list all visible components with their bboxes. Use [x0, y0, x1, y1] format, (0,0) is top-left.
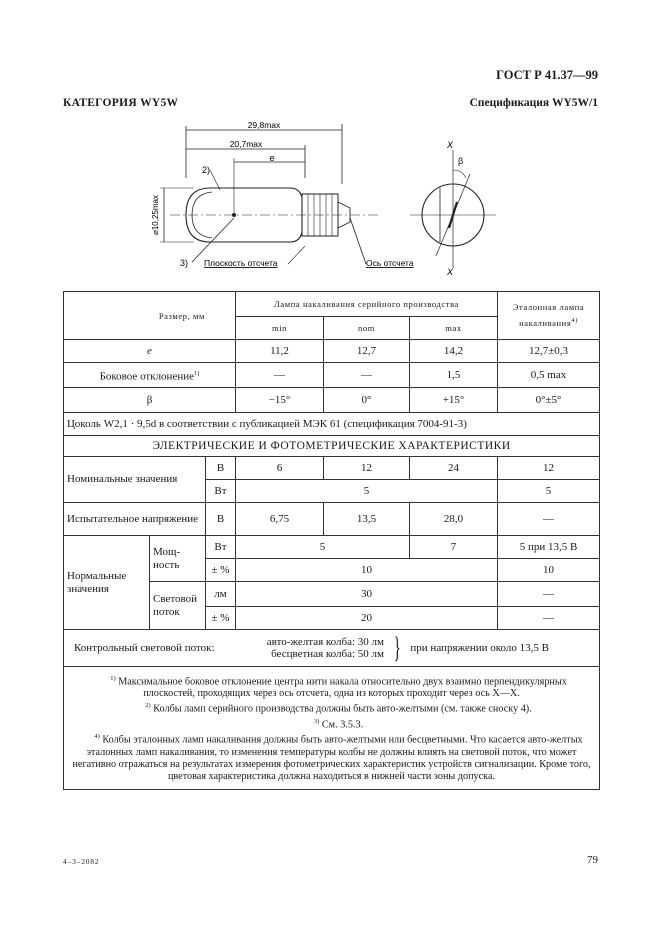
nominal-label: Номинальные значения: [64, 457, 206, 503]
table-row: [64, 340, 600, 363]
nominal-volt-ref: 12: [498, 457, 600, 480]
reference-axis-label: Ось отсчета: [366, 258, 414, 268]
test-voltage-label: Испытательное напряжение: [64, 503, 206, 536]
footnotes: [64, 667, 600, 790]
label-2: 2): [202, 165, 211, 175]
specification-title: Спецификация WY5W/1: [469, 97, 598, 109]
serial-lamp-header: Лампа накаливания серийного производства: [236, 292, 498, 317]
footnote-1: $^{1)}$ Максимальное боковое отклонение центра нити накала относительно двух взаимно перпендикулярных плоскостей, проходящих через ось отсчета, одна из которых проходит через ось X—X.: [110, 675, 567, 700]
power-label: Мощ-ность: [150, 536, 206, 582]
page-number: 79: [587, 854, 598, 866]
specification-table: [63, 291, 600, 790]
flux-label: Световой поток: [150, 582, 206, 630]
nominal-volt-24: 24: [410, 457, 498, 480]
power-tolerance: 10: [236, 559, 498, 582]
flux-value: 30: [236, 582, 498, 607]
power-ref: 5 при 13,5 В: [498, 536, 600, 559]
control-flux-clear: бесцветная колба: 50 лм: [271, 648, 384, 660]
brace-icon: }: [393, 631, 401, 664]
reference-lamp-header: Эталонная лампа накаливания$^{4)}$: [498, 292, 600, 340]
nominal-watt-unit: Вт: [206, 480, 236, 503]
reference-plane-label: Плоскость отсчета: [204, 258, 278, 268]
control-flux-cell: [64, 630, 600, 667]
cell-min: −15°: [236, 388, 324, 413]
power-value-b: 7: [410, 536, 498, 559]
test-voltage-12: 13,5: [324, 503, 410, 536]
footnote-4: $^{4)}$ Колбы эталонных ламп накаливания должны быть авто-желтыми или бесцветными. Что касается авто-желтых эталонных ламп накаливания, то изменения температуры колбы не должны влиять на световой поток, что может негативно отражаться на результатах измерения фотометрических характеристик устройств сигнализации. Кроме того, цветовая характеристика должна находиться в нижней части зоны допуска.: [72, 733, 591, 782]
row-name: β: [146, 394, 153, 406]
test-voltage-ref: —: [498, 503, 600, 536]
cell-min: 11,2: [236, 340, 324, 363]
flux-tolerance-ref: —: [498, 607, 600, 630]
cell-ref: 0°±5°: [498, 388, 600, 413]
cell-nom: 0°: [324, 388, 410, 413]
dim-e-label: e: [269, 153, 275, 163]
row-name: e: [147, 345, 152, 357]
power-tolerance-ref: 10: [498, 559, 600, 582]
flux-tolerance: 20: [236, 607, 498, 630]
row-name: Боковое отклонение: [99, 370, 194, 383]
nominal-watt-value: 5: [236, 480, 498, 503]
dim-diameter-label: ⌀10,25max: [151, 195, 160, 235]
base-note: Цоколь W2,1 · 9,5d в соответствии с публикацией МЭК 61 (спецификация 7004-91-3): [64, 413, 600, 436]
axis-x-bottom: X: [446, 267, 454, 277]
dim-total-label: 29,8max: [247, 120, 281, 130]
print-code: 4–3–2082: [63, 857, 100, 866]
power-value-a: 5: [236, 536, 410, 559]
flux-unit: лм: [206, 582, 236, 607]
table-row: [64, 388, 600, 413]
test-voltage-unit: В: [206, 503, 236, 536]
lamp-drawing: [140, 118, 520, 278]
cell-ref: 0,5 max: [498, 363, 600, 388]
cell-ref: 12,7±0,3: [498, 340, 600, 363]
label-3: 3): [180, 258, 189, 268]
table-row: Боковое отклонение$^{1)}$ — — 1,5 0,5 max: [64, 363, 600, 388]
test-voltage-24: 28,0: [410, 503, 498, 536]
normal-values-label: Нормальные значения: [64, 536, 150, 630]
cell-max: +15°: [410, 388, 498, 413]
nominal-watt-ref: 5: [498, 480, 600, 503]
size-header-cell: Размер, мм: [64, 292, 236, 340]
cell-min: —: [236, 363, 324, 388]
col-min: min: [236, 317, 324, 340]
control-flux-yellow: авто-желтая колба: 30 лм: [266, 636, 384, 648]
power-tolerance-unit: ± %: [206, 559, 236, 582]
cell-nom: —: [324, 363, 410, 388]
power-unit: Вт: [206, 536, 236, 559]
flux-ref: —: [498, 582, 600, 607]
nominal-volt-unit: В: [206, 457, 236, 480]
angle-beta-label: β: [458, 156, 464, 166]
dim-base-label: 20,7max: [229, 139, 263, 149]
cell-max: 1,5: [410, 363, 498, 388]
document-code: ГОСТ Р 41.37—99: [496, 68, 598, 82]
category-title: КАТЕГОРИЯ WY5W: [63, 97, 179, 109]
test-voltage-6: 6,75: [236, 503, 324, 536]
col-max: max: [410, 317, 498, 340]
footnote-3: $^{3)}$ См. 3.5.3.: [313, 717, 364, 731]
cell-max: 14,2: [410, 340, 498, 363]
nominal-volt-6: 6: [236, 457, 324, 480]
axis-x-top: X: [446, 140, 454, 150]
nominal-volt-12: 12: [324, 457, 410, 480]
flux-tolerance-unit: ± %: [206, 607, 236, 630]
control-flux-suffix: при напряжении около 13,5 В: [410, 642, 549, 654]
control-flux-label: Контрольный световой поток:: [74, 642, 215, 654]
section-title: ЭЛЕКТРИЧЕСКИЕ И ФОТОМЕТРИЧЕСКИЕ ХАРАКТЕРИСТИКИ: [64, 436, 600, 457]
cell-nom: 12,7: [324, 340, 410, 363]
col-nom: nom: [324, 317, 410, 340]
footnote-2: $^{2)}$ Колбы ламп серийного производства должны быть авто-желтыми (см. также сноску 4).: [145, 702, 532, 715]
